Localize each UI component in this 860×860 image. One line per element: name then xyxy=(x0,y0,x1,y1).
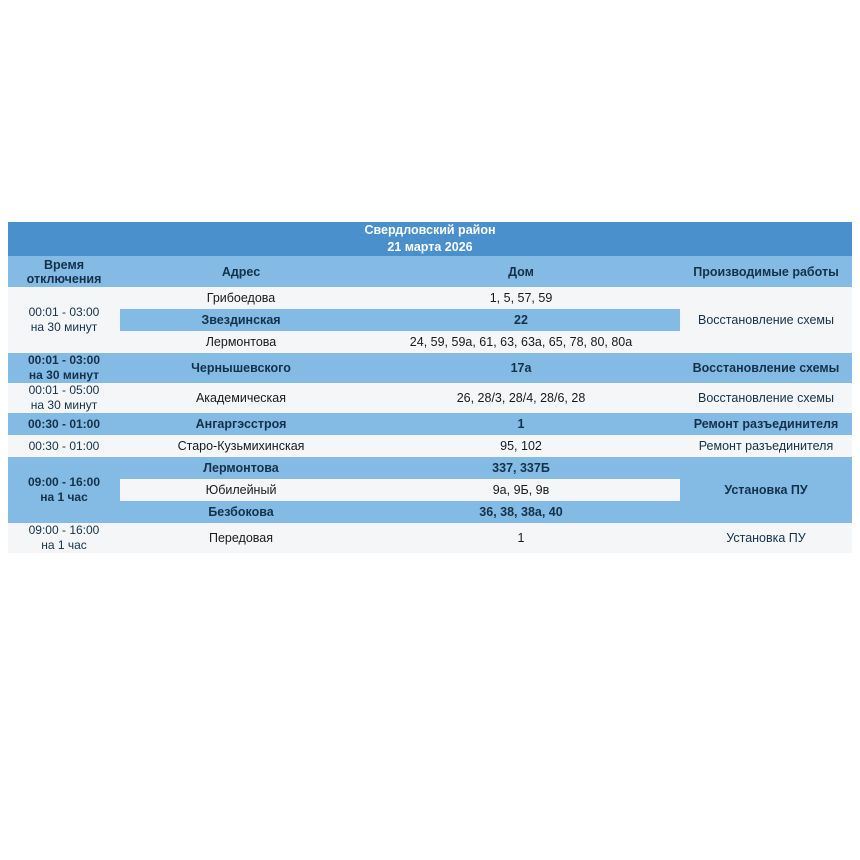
table-row xyxy=(8,435,852,457)
time-duration: на 30 минут xyxy=(30,320,98,334)
table-row xyxy=(8,287,852,309)
table-title xyxy=(8,222,852,256)
cell-address: Чернышевского xyxy=(120,353,362,383)
time-range: 00:01 - 03:00 xyxy=(28,305,100,319)
cell-address: Старо-Кузьмихинская xyxy=(120,435,362,457)
time-range: 09:00 - 16:00 xyxy=(28,523,100,537)
title-district: Свердловский район xyxy=(364,223,496,237)
table-row xyxy=(8,523,852,553)
time-duration: на 30 минут xyxy=(30,398,98,412)
cell-house: 95, 102 xyxy=(362,435,680,457)
table-row xyxy=(8,353,852,383)
cell-work: Установка ПУ xyxy=(680,457,852,523)
cell-house: 1 xyxy=(362,413,680,435)
title-date: 21 марта 2026 xyxy=(387,240,473,254)
table-row xyxy=(8,457,852,479)
time-duration: на 30 минут xyxy=(28,368,100,382)
cell-house: 1, 5, 57, 59 xyxy=(362,287,680,309)
column-header-time: Время отключения xyxy=(8,256,120,287)
cell-address: Академическая xyxy=(120,383,362,413)
cell-time xyxy=(8,287,120,353)
cell-house: 24, 59, 59а, 61, 63, 63а, 65, 78, 80, 80а xyxy=(362,331,680,353)
cell-house: 26, 28/3, 28/4, 28/6, 28 xyxy=(362,383,680,413)
cell-time xyxy=(8,383,120,413)
table-row xyxy=(8,413,852,435)
outage-table-container xyxy=(8,222,852,553)
cell-time xyxy=(8,523,120,553)
time-duration: на 1 час xyxy=(40,490,88,504)
cell-address: Юбилейный xyxy=(120,479,362,501)
cell-time xyxy=(8,457,120,523)
cell-address: Грибоедова xyxy=(120,287,362,309)
table-header-row xyxy=(8,256,852,287)
cell-house: 36, 38, 38а, 40 xyxy=(362,501,680,523)
table-row xyxy=(8,383,852,413)
cell-work: Ремонт разъединителя xyxy=(680,435,852,457)
time-duration: на 1 час xyxy=(41,538,87,552)
time-range: 00:01 - 03:00 xyxy=(27,353,101,367)
cell-work: Восстановление схемы xyxy=(680,287,852,353)
cell-work: Восстановление схемы xyxy=(680,353,852,383)
time-range: 00:30 - 01:00 xyxy=(27,416,101,431)
outage-schedule-table xyxy=(8,222,852,553)
cell-address: Лермонтова xyxy=(120,457,362,479)
cell-address: Лермонтова xyxy=(120,331,362,353)
time-range: 00:30 - 01:00 xyxy=(28,438,100,453)
table-body xyxy=(8,222,852,553)
column-header-house: Дом xyxy=(362,256,680,287)
column-header-work: Производимые работы xyxy=(680,256,852,287)
cell-work: Установка ПУ xyxy=(680,523,852,553)
cell-house: 17а xyxy=(362,353,680,383)
cell-house: 9а, 9Б, 9в xyxy=(362,479,680,501)
time-range: 09:00 - 16:00 xyxy=(27,475,101,489)
cell-house: 22 xyxy=(362,309,680,331)
time-range: 00:01 - 05:00 xyxy=(28,383,100,397)
cell-house: 1 xyxy=(362,523,680,553)
cell-address: Передовая xyxy=(120,523,362,553)
cell-house: 337, 337Б xyxy=(362,457,680,479)
cell-address: Звездинская xyxy=(120,309,362,331)
column-header-address: Адрес xyxy=(120,256,362,287)
cell-address: Безбокова xyxy=(120,501,362,523)
cell-time xyxy=(8,435,120,457)
cell-work: Ремонт разъединителя xyxy=(680,413,852,435)
cell-work: Восстановление схемы xyxy=(680,383,852,413)
cell-address: Ангаргэсстроя xyxy=(120,413,362,435)
cell-time xyxy=(8,353,120,383)
table-title-row xyxy=(8,222,852,256)
cell-time xyxy=(8,413,120,435)
